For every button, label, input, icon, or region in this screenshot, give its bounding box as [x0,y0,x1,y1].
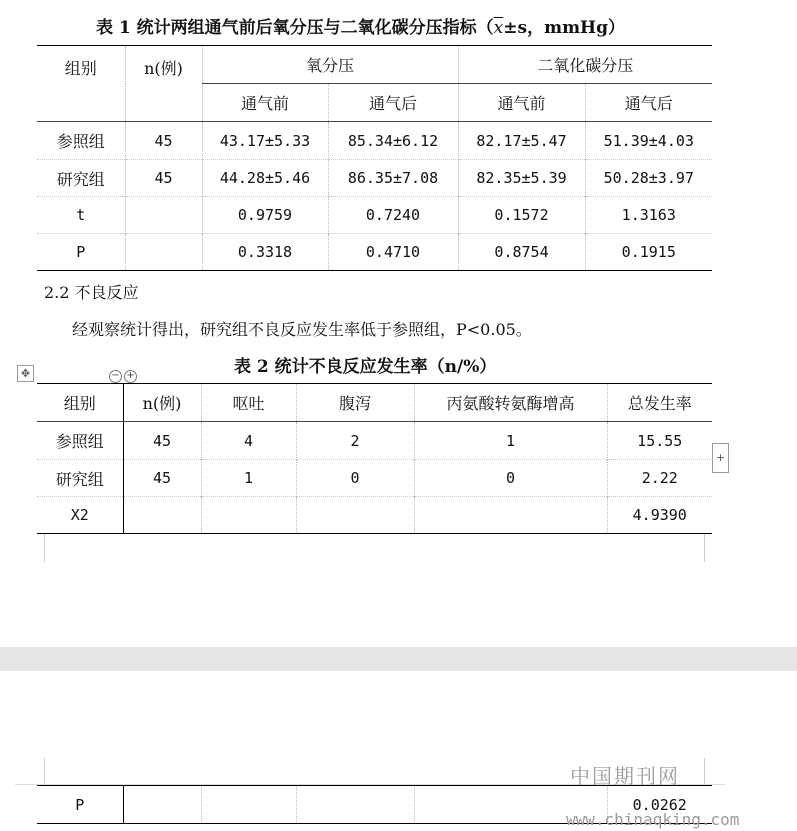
t2-cell [296,497,414,534]
t1-cell-n [125,234,202,271]
t1-cell: 0.1572 [458,197,585,234]
t2-cell: 4 [201,422,296,460]
t2-cell-n [123,497,201,534]
t1-cell-label: P [37,234,125,271]
page-start-tick [704,758,705,784]
t1-cell: 82.17±5.47 [458,122,585,160]
t2-header-diarrhea: 腹泻 [296,384,414,422]
t1-cell: 0.9759 [202,197,328,234]
t1-cell: 1.3163 [585,197,712,234]
t2-cont-label: P [37,786,123,824]
table-row [37,122,712,160]
t1-cell: 0.7240 [328,197,458,234]
t1-cell: 51.39±4.03 [585,122,712,160]
t1-header-o2-post: 通气后 [328,84,458,122]
t1-cell-label: 研究组 [37,160,125,197]
t1-header-o2: 氧分压 [202,46,458,84]
t2-cell: 0 [414,460,607,497]
t2-cell-label: 研究组 [37,460,123,497]
t2-cell: 2.22 [607,460,712,497]
t1-header-co2: 二氧化碳分压 [458,46,712,84]
t1-cell-label: 参照组 [37,122,125,160]
t2-cell: 4.9390 [607,497,712,534]
t2-cell [414,497,607,534]
table-row [37,197,712,234]
section-heading: 2.2 不良反应 [44,283,139,302]
t2-cell [201,497,296,534]
page-start-tick [44,758,45,784]
table-row [37,160,712,197]
t2-cell-n: 45 [123,460,201,497]
watermark-url: www.chinaqking.com [566,810,740,829]
collapse-column-icon[interactable]: − [109,370,122,383]
t1-cell: 0.3318 [202,234,328,271]
t2-header-total: 总发生率 [607,384,712,422]
t1-header-o2-pre: 通气前 [202,84,328,122]
t2-cell: 1 [414,422,607,460]
t1-cell: 0.4710 [328,234,458,271]
t2-header-alt: 丙氨酸转氨酶增高 [414,384,607,422]
t1-cell: 86.35±7.08 [328,160,458,197]
t1-cell-n: 45 [125,160,202,197]
t1-cell: 85.34±6.12 [328,122,458,160]
table1-title-post: ±s，mmHg） [503,18,626,38]
table-row [37,460,712,497]
table2 [37,383,712,534]
t1-cell: 82.35±5.39 [458,160,585,197]
page-end-tick [44,534,45,562]
t1-cell: 0.8754 [458,234,585,271]
t2-cell: 15.55 [607,422,712,460]
t1-cell: 44.28±5.46 [202,160,328,197]
table1-title [96,13,625,38]
t2-cont-empty [123,786,201,824]
t1-cell: 0.1915 [585,234,712,271]
watermark-cn: 中国期刊网 [570,764,680,788]
t1-cell: 43.17±5.33 [202,122,328,160]
table-row [37,234,712,271]
t2-header-vomit: 呕吐 [201,384,296,422]
t2-cell: 1 [201,460,296,497]
t2-cell-n: 45 [123,422,201,460]
table1-title-x: $\overline{x}$ [493,18,504,38]
t2-cont-empty [296,786,414,824]
t1-cell-n [125,197,202,234]
page-gap [0,647,797,671]
table-move-handle-icon[interactable]: ✥ [17,365,34,382]
t1-header-co2-post: 通气后 [585,84,712,122]
t2-cell-label: 参照组 [37,422,123,460]
table2-title: 表 2 统计不良反应发生率（n/%） [234,357,497,377]
table-row [37,422,712,460]
page-end-tick [704,534,705,562]
section-text: 经观察统计得出，研究组不良反应发生率低于参照组，P<0.05。 [72,320,532,339]
t2-cell-label: X2 [37,497,123,534]
expand-column-icon[interactable]: + [124,370,137,383]
t1-cell: 50.28±3.97 [585,160,712,197]
table1 [37,45,712,271]
t1-header-group: 组别 [37,46,125,122]
t2-cont-value: 0.0262 [607,786,712,824]
t1-header-n: n(例) [125,46,202,122]
t1-cell-label: t [37,197,125,234]
add-row-icon[interactable]: + [712,443,729,473]
t2-cell: 2 [296,422,414,460]
t2-cont-empty [201,786,296,824]
table-row [37,497,712,534]
table1-title-pre: 表 1 统计两组通气前后氧分压与二氧化碳分压指标（ [96,18,494,38]
t1-cell-n: 45 [125,122,202,160]
t2-header-n: n(例) [123,384,201,422]
t2-header-group: 组别 [37,384,123,422]
t1-header-co2-pre: 通气前 [458,84,585,122]
t2-cell: 0 [296,460,414,497]
